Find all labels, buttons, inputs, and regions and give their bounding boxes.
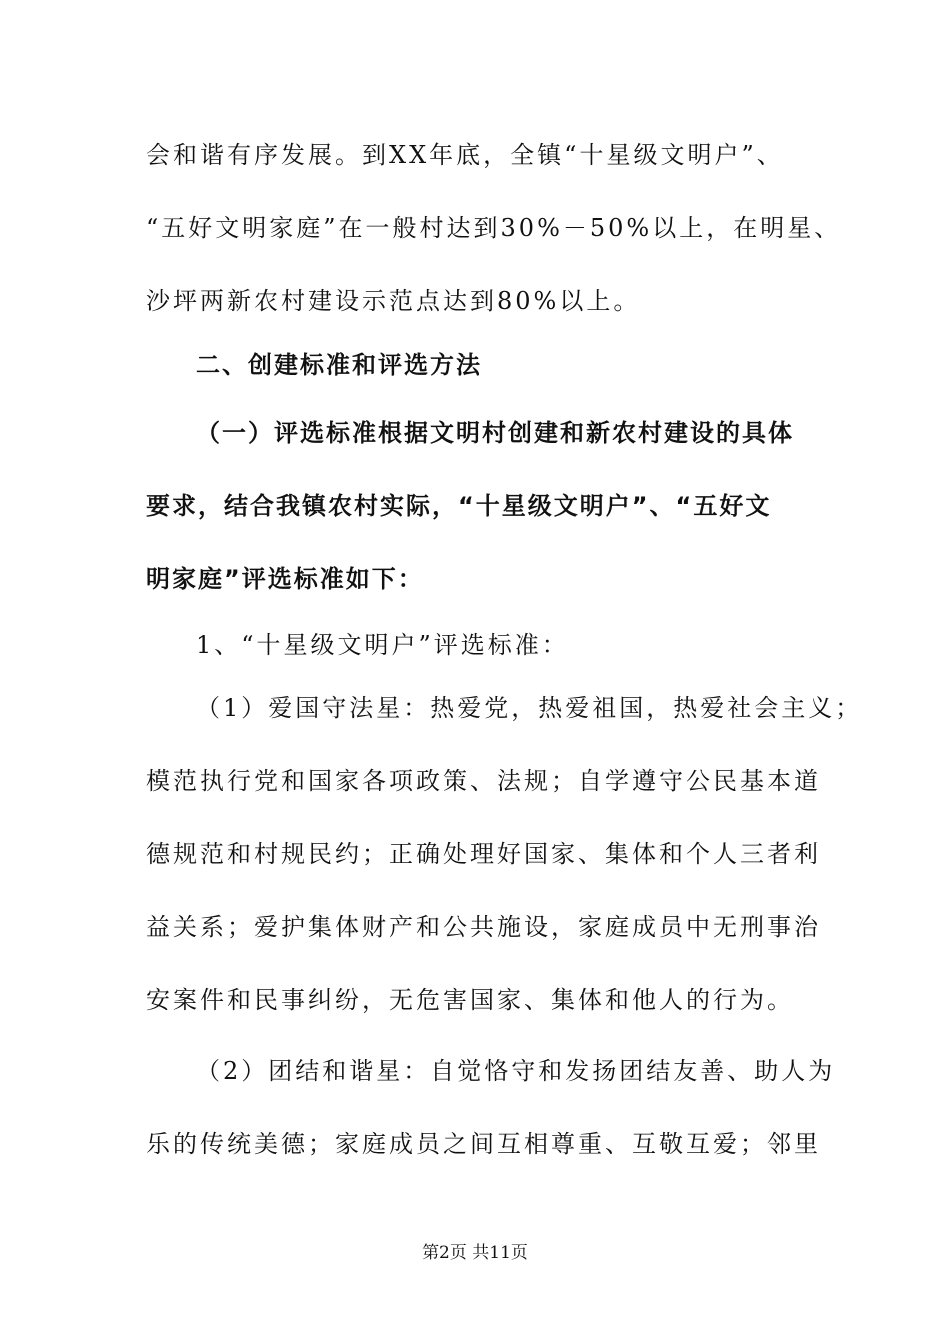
paragraph-line: 德规范和村规民约；正确处理好国家、集体和个人三者利: [146, 840, 821, 868]
subsection-heading-line: 要求，结合我镇农村实际，“十星级文明户”、“五好文: [146, 492, 772, 520]
section-heading: 二、创建标准和评选方法: [196, 351, 482, 379]
subsection-heading-line: 明家庭”评选标准如下：: [146, 565, 424, 593]
paragraph-line: 模范执行党和国家各项政策、法规；自学遵守公民基本道: [146, 767, 821, 795]
paragraph-line: 乐的传统美德；家庭成员之间互相尊重、互敬互爱；邻里: [146, 1130, 821, 1158]
page-footer: 第2页 共11页: [422, 1243, 528, 1263]
list-heading: 1、“十星级文明户”评选标准：: [196, 631, 569, 659]
paragraph-line: “五好文明家庭”在一般村达到30%－50%以上，在明星、: [146, 214, 842, 242]
paragraph-line: （2）团结和谐星：自觉恪守和发扬团结友善、助人为: [196, 1057, 836, 1085]
paragraph-line: 益关系；爱护集体财产和公共施设，家庭成员中无刑事治: [146, 913, 821, 941]
subsection-heading: （一）评选标准根据文明村创建和新农村建设的具体: [196, 419, 794, 447]
paragraph-line: （1）爱国守法星：热爱党，热爱祖国，热爱社会主义；: [196, 694, 863, 722]
paragraph-line: 会和谐有序发展。到XX年底，全镇“十星级文明户”、: [146, 141, 784, 169]
paragraph-line: 沙坪两新农村建设示范点达到80%以上。: [146, 287, 641, 315]
paragraph-line: 安案件和民事纠纷，无危害国家、集体和他人的行为。: [146, 986, 794, 1014]
